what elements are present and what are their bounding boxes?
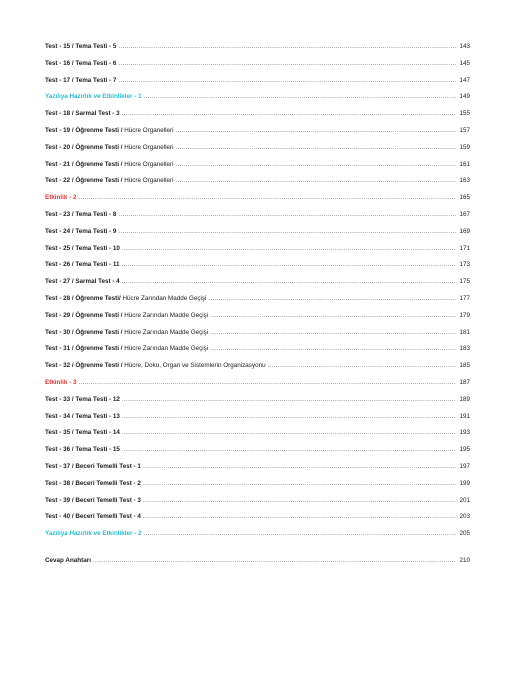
dot-leader (144, 530, 456, 537)
toc-entry[interactable] (45, 77, 470, 94)
dot-leader (176, 177, 456, 184)
toc-entry-subtitle: Hücre, Doku, Organ ve Sistemlerin Organizasyonu (124, 362, 266, 370)
toc-entry-label: Test - 36 / Tema Testi - 15 (45, 446, 120, 454)
dot-leader (122, 245, 456, 252)
dot-leader (118, 60, 456, 67)
toc-entry-title (45, 261, 120, 268)
toc-entry[interactable] (45, 429, 470, 446)
toc-entry[interactable] (45, 312, 470, 329)
toc-entry-title (45, 60, 116, 67)
toc-entry-subtitle: Hücre Organelleri (124, 177, 174, 185)
toc-entry-title (45, 110, 120, 117)
dot-leader (93, 557, 456, 564)
toc-entry-title (45, 127, 174, 134)
dot-leader (122, 278, 456, 285)
toc-entry-title (45, 177, 174, 184)
toc-entry[interactable] (45, 295, 470, 312)
toc-entry-page-number: 199 (459, 479, 470, 487)
dot-leader (176, 144, 456, 151)
toc-entry[interactable] (45, 278, 470, 295)
toc-entry-label: Test - 19 / Öğrenme Testi / (45, 126, 125, 134)
toc-entry-page-number: 197 (459, 462, 470, 470)
toc-entry-title (45, 245, 120, 252)
dot-leader (122, 446, 456, 453)
toc-entry-title (45, 429, 120, 436)
toc-entry-label: Test - 28 / Öğrenme Testi/ (45, 294, 123, 302)
toc-entry[interactable] (45, 194, 470, 211)
toc-entry-label: Test - 39 / Beceri Temelli Test - 3 (45, 496, 141, 504)
toc-entry-page-number: 147 (459, 76, 470, 84)
toc-entry-title (45, 480, 141, 487)
toc-entry-label: Test - 38 / Beceri Temelli Test - 2 (45, 479, 141, 487)
dot-leader (79, 194, 457, 201)
dot-leader (210, 312, 456, 319)
toc-entry-title (45, 77, 116, 84)
toc-entry-title (45, 93, 142, 100)
toc-entry-label: Test - 35 / Tema Testi - 14 (45, 429, 120, 437)
toc-entry-answer-key[interactable] (45, 557, 470, 574)
toc-entry-title (45, 43, 116, 50)
toc-entry-page-number: 171 (459, 244, 470, 252)
toc-entry-label: Etkinlik - 3 (45, 378, 77, 386)
toc-entry-title (45, 194, 77, 201)
toc-entry[interactable] (45, 329, 470, 346)
toc-entry-label: Test - 29 / Öğrenme Testi / (45, 311, 125, 319)
toc-entry-page-number: 167 (459, 210, 470, 218)
toc-entry[interactable] (45, 497, 470, 514)
toc-entry-label: Test - 15 / Tema Testi - 5 (45, 43, 117, 50)
toc-entry-label: Etkinlik - 2 (45, 194, 77, 202)
toc-entry[interactable] (45, 93, 470, 110)
toc-entry-title (45, 530, 142, 537)
dot-leader (143, 513, 456, 520)
dot-leader (176, 161, 456, 168)
dot-leader (118, 77, 456, 84)
dot-leader (79, 379, 457, 386)
toc-entry-label: Test - 20 / Öğrenme Testi / (45, 143, 125, 151)
dot-leader (208, 295, 456, 302)
toc-entry-label: Test - 31 / Öğrenme Testi / (45, 345, 125, 353)
toc-entry-page-number: 155 (459, 110, 470, 118)
toc-entry[interactable] (45, 396, 470, 413)
toc-entry-title (45, 211, 116, 218)
toc-entry[interactable] (45, 379, 470, 396)
toc-entry-label: Test - 21 / Öğrenme Testi / (45, 160, 125, 168)
toc-entry-page-number: 161 (459, 160, 470, 168)
toc-entry-page-number: 189 (459, 395, 470, 403)
toc-entry-page-number: 191 (459, 412, 470, 420)
dot-leader (210, 329, 456, 336)
toc-entry-title (45, 161, 174, 168)
toc-entry-page-number: 183 (459, 345, 470, 353)
toc-entry-label: Test - 23 / Tema Testi - 8 (45, 210, 117, 218)
dot-leader (143, 480, 456, 487)
toc-entry[interactable] (45, 245, 470, 262)
dot-leader (210, 345, 456, 352)
toc-entry[interactable] (45, 144, 470, 161)
toc-entry[interactable] (45, 228, 470, 245)
toc-entry-label: Yazılıya Hazırlık ve Etkinlikler - 2 (45, 530, 142, 538)
toc-entry-page-number: 157 (459, 126, 470, 134)
toc-entry-subtitle: Hücre Organelleri (124, 126, 174, 134)
toc-entry-page-number: 175 (459, 278, 470, 286)
toc-entry-label: Test - 30 / Öğrenme Testi / (45, 328, 125, 336)
toc-entry-title (45, 295, 206, 302)
toc-entry[interactable] (45, 413, 470, 430)
dot-leader (144, 93, 456, 100)
toc-entry-title (45, 379, 77, 386)
toc-entry[interactable] (45, 463, 470, 480)
toc-entry-label: Test - 27 / Sarmal Test - 4 (45, 278, 120, 286)
toc-entry-subtitle: Hücre Zarından Madde Geçişi (124, 328, 209, 336)
toc-entry-label: Test - 26 / Tema Testi - 11 (45, 261, 120, 269)
toc-entry-title (45, 345, 208, 352)
toc-entry-label: Test - 25 / Tema Testi - 10 (45, 244, 120, 252)
toc-entry[interactable] (45, 362, 470, 379)
dot-leader (122, 413, 456, 420)
toc-entry[interactable] (45, 60, 470, 77)
dot-leader (268, 362, 456, 369)
toc-entry[interactable] (45, 110, 470, 127)
toc-entry-page-number: 165 (459, 194, 470, 202)
toc-entry-page-number: 195 (459, 446, 470, 454)
toc-entry-page-number: 143 (459, 43, 470, 50)
toc-entry-title (45, 228, 116, 235)
toc-entry-label: Test - 40 / Beceri Temelli Test - 4 (45, 513, 141, 521)
toc-entry-label: Test - 33 / Tema Testi - 12 (45, 395, 120, 403)
section-gap (45, 547, 470, 557)
toc-entry-page-number: 185 (459, 362, 470, 370)
toc-entry-subtitle: Hücre Organelleri (124, 143, 174, 151)
toc-entry-title (45, 413, 120, 420)
toc-entry-title (45, 557, 91, 564)
dot-leader (122, 110, 456, 117)
dot-leader (122, 261, 456, 268)
toc-entry-subtitle: Hücre Zarından Madde Geçişi (122, 294, 207, 302)
toc-entry-page-number: 145 (459, 59, 470, 67)
toc-entry[interactable] (45, 480, 470, 497)
toc-entry-title (45, 396, 120, 403)
dot-leader (176, 127, 456, 134)
toc-entry-title (45, 278, 120, 285)
toc-entry-page-number: 201 (459, 496, 470, 504)
toc-entry-title (45, 362, 266, 369)
dot-leader (118, 211, 456, 218)
toc-entry[interactable] (45, 261, 470, 278)
toc-entry-title (45, 497, 141, 504)
toc-entry[interactable] (45, 345, 470, 362)
toc-entry[interactable] (45, 161, 470, 178)
toc-entry-subtitle: Hücre Zarından Madde Geçişi (124, 345, 209, 353)
toc-entry-page-number: 193 (459, 429, 470, 437)
dot-leader (143, 497, 456, 504)
toc-entry-page-number: 169 (459, 227, 470, 235)
toc-entry[interactable] (45, 43, 470, 60)
toc-entry-label: Test - 17 / Tema Testi - 7 (45, 76, 117, 84)
dot-leader (122, 396, 456, 403)
toc-entry-page-number: 173 (459, 261, 470, 269)
dot-leader (118, 43, 456, 50)
toc-entry-label: Test - 16 / Tema Testi - 6 (45, 59, 117, 67)
toc-entry[interactable] (45, 513, 470, 530)
toc-entry-label: Test - 24 / Tema Testi - 9 (45, 227, 117, 235)
toc-entry[interactable] (45, 177, 470, 194)
toc-entry-page-number: 210 (459, 556, 470, 564)
toc-entry-page-number: 163 (459, 177, 470, 185)
toc-entry-title (45, 329, 208, 336)
toc-entry-label: Test - 37 / Beceri Temelli Test - 1 (45, 462, 141, 470)
dot-leader (122, 429, 456, 436)
toc-entry-label: Test - 32 / Öğrenme Testi / (45, 362, 125, 370)
toc-entry[interactable] (45, 211, 470, 228)
toc-entry-page-number: 203 (459, 513, 470, 521)
dot-leader (143, 463, 456, 470)
toc-entry-page-number: 159 (459, 143, 470, 151)
toc-entry-page-number: 187 (459, 378, 470, 386)
toc-entry-page-number: 177 (459, 294, 470, 302)
toc-entry-label: Test - 18 / Sarmal Test - 3 (45, 110, 120, 118)
toc-entry-title (45, 312, 208, 319)
toc-entry-subtitle: Hücre Organelleri (124, 160, 174, 168)
toc-entry[interactable] (45, 446, 470, 463)
toc-entry-title (45, 446, 120, 453)
toc-entry-label: Yazılıya Hazırlık ve Etkinlikler - 1 (45, 93, 142, 101)
dot-leader (118, 228, 456, 235)
toc-entry[interactable] (45, 127, 470, 144)
toc-entry[interactable] (45, 530, 470, 547)
toc-entry-page-number: 205 (459, 530, 470, 538)
toc-entry-subtitle: Hücre Zarından Madde Geçişi (124, 311, 209, 319)
table-of-contents (45, 43, 470, 574)
toc-entry-label: Test - 34 / Tema Testi - 13 (45, 412, 120, 420)
toc-entry-label: Cevap Anahtarı (45, 556, 91, 564)
toc-entry-page-number: 149 (459, 93, 470, 101)
toc-entry-label: Test - 22 / Öğrenme Testi / (45, 177, 125, 185)
toc-entry-page-number: 179 (459, 311, 470, 319)
toc-entry-page-number: 181 (459, 328, 470, 336)
toc-entry-title (45, 144, 174, 151)
toc-entry-title (45, 463, 141, 470)
toc-entry-title (45, 513, 141, 520)
